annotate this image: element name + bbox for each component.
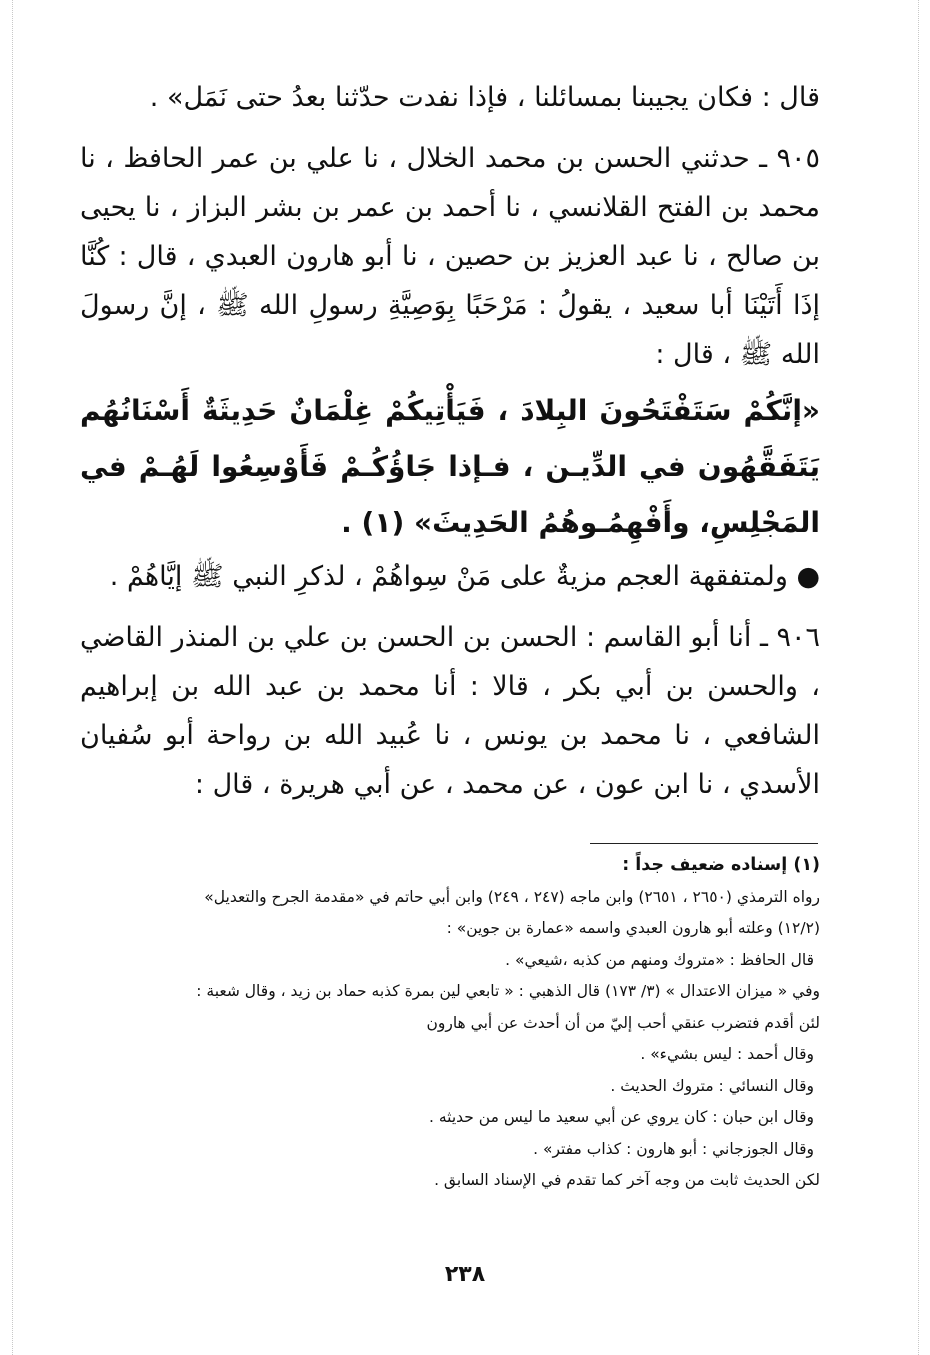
main-text-continued (80, 552, 820, 809)
footnote-separator (590, 843, 818, 844)
margin-dotted-line (918, 0, 919, 1355)
footnote-line: وقال أحمد : ليس بشيء» . (640, 1045, 814, 1063)
hadith-906-chain: ٩٠٦ ـ أنا أبو القاسم : الحسن بن الحسن بن علي بن المنذر القاضي ، والحسن بن أبي بكر ، قالا : أنا محمد بن عبد الله بن إبراهيم الشافعي ، نا محمد بن يونس ، نا عُبيد الله بن رواحة أبو سُفيان الأسدي ، نا ابن عون ، عن محمد ، عن أبي هريرة ، قال : (80, 622, 820, 800)
paragraph-continuation: قال : فكان يجيبنا بمسائلنا ، فإذا نفدت حدّثنا بعدُ حتى نَمَل» . (149, 82, 820, 113)
hadith-905-text-block (80, 383, 820, 551)
footnote-line: (١٢/٢) وعلته أبو هارون العبدي واسمه «عمارة بن جوين» : (446, 919, 820, 937)
footnote-line: وقال النسائي : متروك الحديث . (610, 1076, 814, 1095)
footnote-line: قال الحافظ : «متروك ومنهم من كذبه ،شيعي» . (505, 950, 814, 969)
footnote-line: وقال الجوزجاني : أبو هارون : كذاب مفتر» . (533, 1139, 814, 1158)
footnote-line: لكن الحديث ثابت من وجه آخر كما تقدم في الإسناد السابق . (434, 1171, 820, 1189)
bullet-note: ● ولمتفقهة العجم مزيةٌ على مَنْ سِواهُمْ ، لذكرِ النبي ﷺ إيَّاهُمْ . (109, 561, 820, 592)
margin-dotted-line (12, 0, 13, 1355)
page-number: ٢٣٨ (444, 1262, 486, 1287)
main-text (80, 73, 820, 379)
footnote-heading: (١) إسناده ضعيف جداً : (622, 855, 820, 875)
footnote-line: وفي « ميزان الاعتدال » (٣/ ١٧٣) قال الذهبي : « تابعي لين بمرة كذبه حماد بن زيد ، وقال شعبة : (196, 982, 820, 1000)
footnotes (80, 850, 820, 1197)
hadith-905-chain: ٩٠٥ ـ حدثني الحسن بن محمد الخلال ، نا علي بن عمر الحافظ ، نا محمد بن الفتح القلانسي ، نا أحمد بن عمر بن بشر البزاز ، نا يحيى بن صالح ، نا عبد العزيز بن حصين ، نا أبو هارون العبدي ، قال : كُنَّا إذَا أَتَيْنَا أبا سعيد ، يقولُ : مَرْحَبًا بِوَصِيَّةِ رسولِ الله ﷺ ، إنَّ رسولَ الله ﷺ ، قال : (80, 143, 820, 370)
footnote-line: وقال ابن حبان : كان يروي عن أبي سعيد ما ليس من حديثه . (428, 1108, 814, 1126)
footnote-line: رواه الترمذي (٢٦٥٠ ، ٢٦٥١) وابن ماجه (٢٤٧ ، ٢٤٩) وابن أبي حاتم في «مقدمة الجرح والتعديل» (204, 887, 820, 906)
hadith-905-quote: «إنَّكُمْ سَتَفْتَحُونَ البِلادَ ، فَيَأْتِيكُمْ غِلْمَانٌ حَدِيثَةٌ أَسْنَانُهُم يَتَفَقَّهُون في الدِّيـن ، فـإذا جَاؤُكُـمْ فَأَوْسِعُوا لَهُـمْ في المَجْلِسِ، وأَفْهِمُـوهُمُ الحَدِيثَ» (١) . (80, 394, 820, 539)
footnote-line: لئن أقدم فتضرب عنقي أحب إليّ من أن أحدث عن أبي هارون (426, 1013, 820, 1032)
